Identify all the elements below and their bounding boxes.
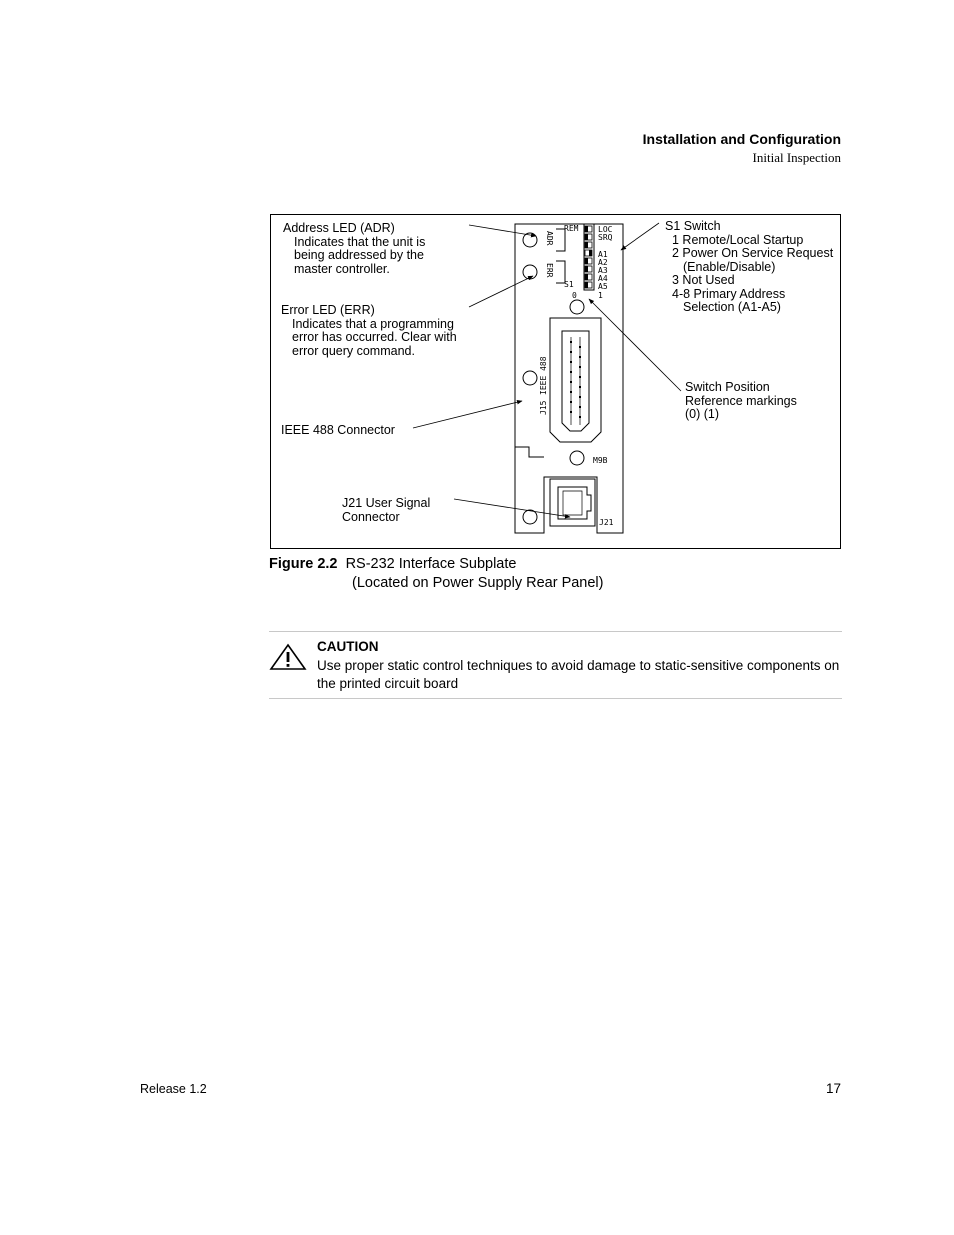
caution-top-rule bbox=[269, 631, 842, 632]
m9b-label: M9B bbox=[593, 456, 608, 465]
srq-label: SRQ bbox=[598, 233, 613, 242]
mount-hole bbox=[570, 451, 584, 465]
leader-j21 bbox=[454, 499, 570, 517]
leader-adr bbox=[469, 225, 536, 236]
a1-label: A1 bbox=[598, 250, 608, 259]
s1-label: S1 bbox=[564, 280, 574, 289]
running-header-subtitle: Initial Inspection bbox=[752, 150, 841, 165]
switchpos-callout: Switch Position Reference markings (0) (1) bbox=[685, 380, 797, 421]
s1-callout: S1 Switch 1 Remote/Local Startup 2 Power On Service Request (Enable/Disable) 3 Not Used 4-8 Primary Address Selection (A1-A5) bbox=[665, 219, 834, 314]
warning-triangle-icon bbox=[269, 643, 307, 671]
leader-ieee bbox=[413, 401, 522, 428]
mount-hole bbox=[523, 510, 537, 524]
running-header-title: Installation and Configuration bbox=[642, 131, 841, 147]
ieee-callout: IEEE 488 Connector bbox=[281, 423, 395, 437]
j15-label: J15 bbox=[539, 400, 548, 415]
caption-line-2: (Located on Power Supply Rear Panel) bbox=[352, 575, 604, 591]
caution-bottom-rule bbox=[269, 698, 842, 699]
mount-hole bbox=[523, 371, 537, 385]
ieee488-board-label: IEEE 488 bbox=[539, 356, 548, 395]
one-mark: 1 bbox=[598, 291, 603, 300]
figure-frame bbox=[270, 214, 841, 549]
leader-err bbox=[469, 276, 533, 307]
zero-mark: 0 bbox=[572, 291, 577, 300]
ieee488-connector bbox=[550, 318, 601, 442]
a4-label: A4 bbox=[598, 274, 608, 283]
caption-line-1: RS-232 Interface Subplate bbox=[345, 556, 517, 572]
err-callout: Error LED (ERR) Indicates that a programming error has occurred. Clear with error query command. bbox=[281, 303, 457, 358]
footer-release: Release 1.2 bbox=[140, 1082, 207, 1096]
a2-label: A2 bbox=[598, 258, 608, 267]
figure-number: Figure 2.2 bbox=[269, 556, 338, 572]
loc-label: LOC bbox=[598, 225, 613, 234]
adr-callout: Address LED (ADR) Indicates that the unit is being addressed by the master controller. bbox=[283, 221, 426, 276]
a5-label: A5 bbox=[598, 282, 608, 291]
leader-s1 bbox=[621, 223, 659, 250]
page-number: 17 bbox=[825, 1081, 841, 1096]
adr-vertical-label: ADR bbox=[545, 231, 554, 246]
err-vertical-label: ERR bbox=[545, 263, 554, 278]
j21-board-label: J21 bbox=[599, 518, 614, 527]
j21-callout: J21 User Signal Connector bbox=[342, 496, 431, 524]
caution-text: Use proper static control techniques to avoid damage to static-sensitive components on the printed circuit board bbox=[317, 658, 840, 691]
mount-hole bbox=[570, 300, 584, 314]
a3-label: A3 bbox=[598, 266, 608, 275]
caution-title: CAUTION bbox=[317, 639, 379, 654]
rem-label: REM bbox=[564, 224, 579, 233]
err-led bbox=[523, 265, 537, 279]
figure-caption bbox=[269, 555, 603, 593]
